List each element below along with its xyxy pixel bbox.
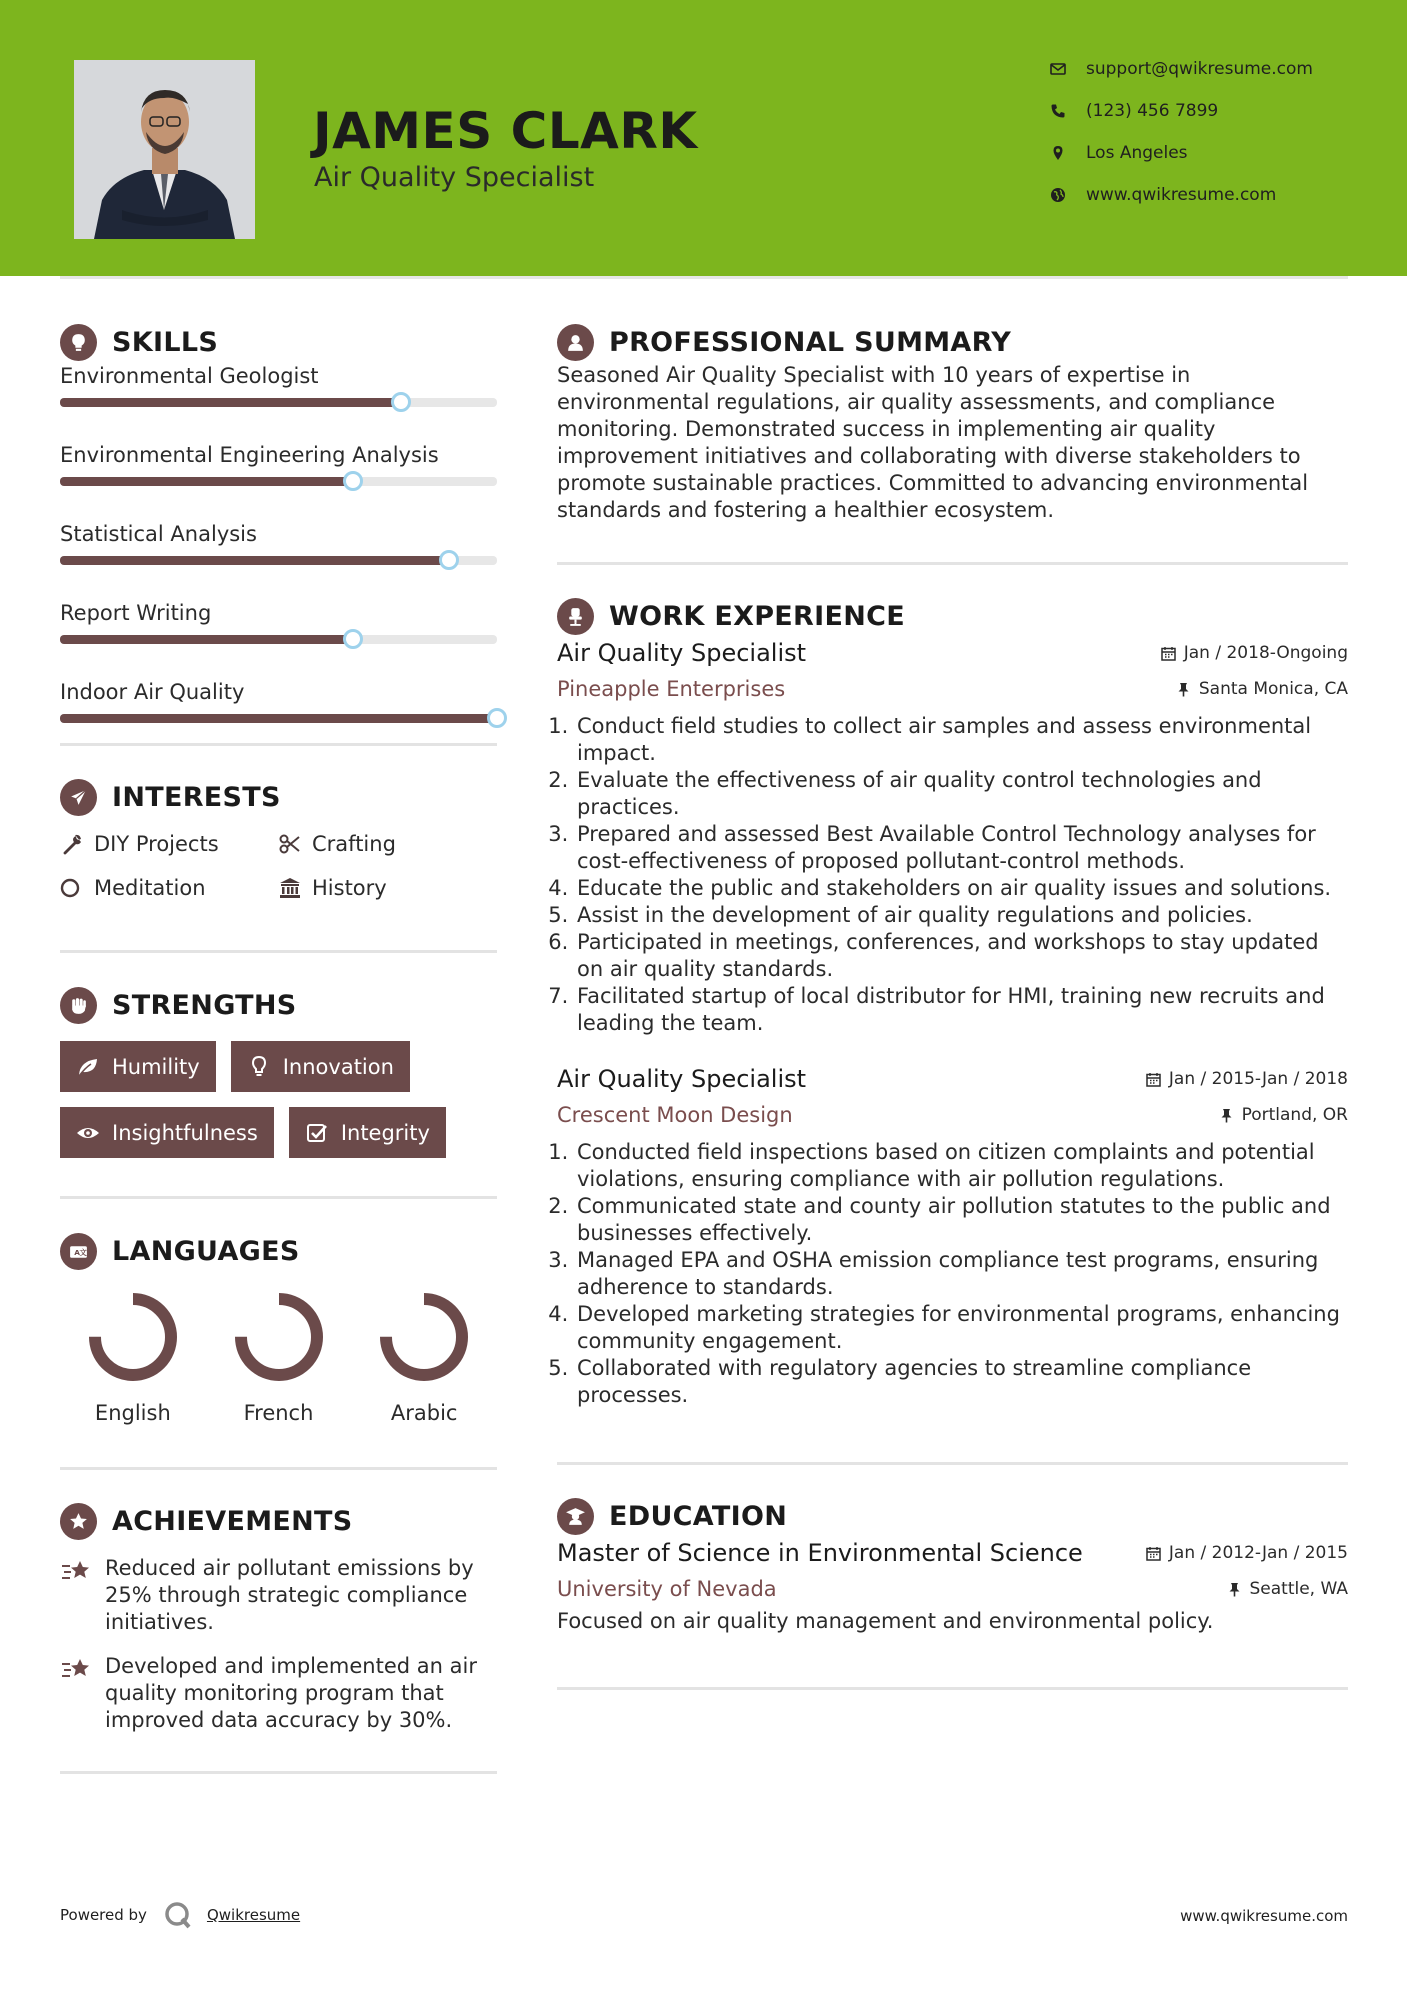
footer-powered-by: Powered by: [60, 1906, 147, 1924]
strength-chip: [60, 1107, 274, 1158]
job-location: [1176, 679, 1348, 699]
svg-text:文: 文: [79, 1247, 87, 1257]
job-company-row: [557, 1096, 1348, 1134]
interest-label: Crafting: [312, 832, 396, 856]
skill-name: Indoor Air Quality: [60, 680, 245, 704]
job-header-row: [557, 1062, 1348, 1096]
skill-item: [60, 358, 497, 407]
language-item: [206, 1287, 352, 1425]
contact-location: [1050, 143, 1188, 163]
header-divider: [60, 276, 1348, 279]
lightbulb-icon: [247, 1055, 271, 1079]
contact-website[interactable]: [1050, 185, 1276, 205]
pushpin-icon: [1176, 682, 1191, 697]
circle-icon: [60, 876, 84, 900]
languages-title: LANGUAGES: [112, 1235, 300, 1267]
job-company: Crescent Moon Design: [557, 1103, 793, 1127]
skill-level-knob: [439, 550, 459, 570]
job-duty: 5. Assist in the development of air quality regulations and policies.: [575, 902, 1348, 929]
education-title: EDUCATION: [609, 1500, 788, 1532]
skill-name: Environmental Engineering Analysis: [60, 443, 439, 467]
education-location: [1227, 1579, 1349, 1599]
strength-chip: [289, 1107, 446, 1158]
achievements-header: [60, 1499, 497, 1543]
job-duties-list: [575, 1139, 1348, 1409]
interest-label: History: [312, 876, 387, 900]
language-level-arc: [386, 1299, 462, 1375]
contact-website-text: www.qwikresume.com: [1086, 185, 1277, 205]
language-name: French: [243, 1401, 314, 1425]
skill-level-fill: [60, 635, 353, 644]
experience-header: [557, 594, 1348, 638]
job-dates: [1161, 643, 1348, 663]
achievements-title: ACHIEVEMENTS: [112, 1505, 353, 1537]
language-icon: [60, 1233, 97, 1270]
fist-icon: [60, 987, 97, 1024]
section-divider: [557, 562, 1348, 565]
skill-name: Statistical Analysis: [60, 522, 257, 546]
language-level-arc: [95, 1299, 171, 1375]
job-dates: [1146, 1069, 1348, 1089]
skill-item: [60, 516, 497, 565]
languages-header: [60, 1229, 497, 1273]
interests-header: [60, 775, 497, 819]
eye-icon: [76, 1121, 100, 1145]
candidate-title: Air Quality Specialist: [314, 162, 595, 193]
graduate-icon: [557, 1498, 594, 1535]
map-pin-icon: [1050, 145, 1066, 161]
museum-icon: [278, 876, 302, 900]
language-ring: [374, 1287, 474, 1387]
job-duty: 4. Educate the public and stakeholders on air quality issues and solutions.: [575, 875, 1348, 902]
skill-level-fill: [60, 477, 353, 486]
job-duty: 7. Facilitated startup of local distributor for HMI, training new recruits and leading the team.: [575, 983, 1348, 1037]
job-location-text: Portland, OR: [1241, 1105, 1348, 1125]
section-divider: [60, 1196, 497, 1199]
interest-item: [278, 875, 496, 901]
achievement-item: [60, 1653, 497, 1734]
jobs-list: [557, 636, 1348, 1409]
globe-icon: [1050, 187, 1066, 203]
education-header: [557, 1494, 1348, 1538]
skill-item: [60, 674, 497, 723]
pushpin-icon: [1219, 1108, 1234, 1123]
calendar-icon: [1146, 1546, 1161, 1561]
skills-list: [60, 358, 497, 723]
education-dates-text: Jan / 2012-Jan / 2015: [1168, 1543, 1348, 1563]
section-divider: [557, 1462, 1348, 1465]
office-chair-icon: [557, 598, 594, 635]
svg-text:A: A: [74, 1247, 80, 1257]
section-divider: [60, 1771, 497, 1774]
skill-level-fill: [60, 398, 401, 407]
summary-title: PROFESSIONAL SUMMARY: [609, 326, 1012, 358]
strength-label: Humility: [112, 1054, 200, 1079]
leaf-icon: [76, 1055, 100, 1079]
job-location-text: Santa Monica, CA: [1198, 679, 1348, 699]
languages-list: [60, 1287, 497, 1425]
contact-phone[interactable]: [1050, 101, 1218, 121]
job-duty: 2. Evaluate the effectiveness of air quality control technologies and practices.: [575, 767, 1348, 821]
interests-title: INTERESTS: [112, 781, 281, 813]
contact-email[interactable]: [1050, 59, 1313, 79]
summary-header: [557, 320, 1348, 364]
language-ring: [83, 1287, 183, 1387]
strength-label: Insightfulness: [112, 1120, 258, 1145]
strength-chip: [231, 1041, 410, 1092]
experience-title: WORK EXPERIENCE: [609, 600, 905, 632]
education-dates: [1146, 1543, 1348, 1563]
skill-level-bar: [60, 635, 497, 644]
qwikresume-logo-icon: [163, 1900, 193, 1930]
candidate-name: JAMES CLARK: [313, 102, 698, 160]
job-entry: [557, 636, 1348, 1037]
language-name: English: [94, 1401, 171, 1425]
strengths-list: [60, 1041, 497, 1158]
lightbulb-icon: [60, 324, 97, 361]
job-duty: 4. Developed marketing strategies for environmental programs, enhancing community engagement.: [575, 1301, 1348, 1355]
skill-level-bar: [60, 556, 497, 565]
achievements-list: [60, 1555, 497, 1734]
interest-label: DIY Projects: [94, 832, 219, 856]
shooting-star-icon: [60, 1655, 94, 1685]
skill-name: Report Writing: [60, 601, 212, 625]
wrench-icon: [60, 832, 84, 856]
job-company-row: [557, 670, 1348, 708]
job-dates-text: Jan / 2018-Ongoing: [1183, 643, 1348, 663]
job-duty: 1. Conduct field studies to collect air samples and assess environmental impact.: [575, 713, 1348, 767]
job-duty: 2. Communicated state and county air pollution statutes to the public and businesses effectively.: [575, 1193, 1348, 1247]
job-duty: 3. Managed EPA and OSHA emission compliance test programs, ensuring adherence to standards.: [575, 1247, 1348, 1301]
contact-location-text: Los Angeles: [1086, 143, 1188, 163]
job-dates-text: Jan / 2015-Jan / 2018: [1168, 1069, 1348, 1089]
skill-level-knob: [343, 629, 363, 649]
job-duty: 5. Collaborated with regulatory agencies to streamline compliance processes.: [575, 1355, 1348, 1409]
interest-label: Meditation: [94, 876, 206, 900]
education-school: University of Nevada: [557, 1577, 777, 1601]
job-duties-list: [575, 713, 1348, 1037]
shooting-star-icon: [60, 1557, 94, 1587]
skill-level-fill: [60, 714, 497, 723]
footer-website[interactable]: www.qwikresume.com: [1180, 1907, 1348, 1925]
job-duty: 6. Participated in meetings, conferences, and workshops to stay updated on air quality standards.: [575, 929, 1348, 983]
job-title: Air Quality Specialist: [557, 1065, 807, 1093]
job-duty: 3. Prepared and assessed Best Available Control Technology analyses for cost-effectiveness of proposed pollutant-control methods.: [575, 821, 1348, 875]
skill-level-knob: [487, 708, 507, 728]
calendar-icon: [1146, 1072, 1161, 1087]
skill-level-bar: [60, 714, 497, 723]
skill-level-knob: [391, 392, 411, 412]
education-degree: Master of Science in Environmental Science: [557, 1539, 1083, 1567]
interest-item: [60, 831, 278, 857]
education-row: [557, 1536, 1348, 1570]
user-icon: [557, 324, 594, 361]
phone-icon: [1050, 103, 1066, 119]
left-column: [60, 320, 497, 1774]
job-company: Pineapple Enterprises: [557, 677, 786, 701]
interest-item: [60, 875, 278, 901]
skill-level-bar: [60, 477, 497, 486]
strength-chip: [60, 1041, 216, 1092]
profile-photo: [74, 60, 255, 239]
strengths-header: [60, 983, 497, 1027]
language-ring: [229, 1287, 329, 1387]
achievement-text: Developed and implemented an air quality monitoring program that improved data accuracy by 30%.: [105, 1654, 477, 1732]
skill-item: [60, 595, 497, 644]
achievement-text: Reduced air pollutant emissions by 25% through strategic compliance initiatives.: [105, 1556, 474, 1634]
job-title: Air Quality Specialist: [557, 639, 807, 667]
skill-item: [60, 437, 497, 486]
education-location-text: Seattle, WA: [1249, 1579, 1348, 1599]
contact-phone-text: (123) 456 7899: [1086, 101, 1219, 121]
skill-level-fill: [60, 556, 449, 565]
job-entry: [557, 1062, 1348, 1409]
language-level-arc: [241, 1299, 317, 1375]
check-square-icon: [305, 1121, 329, 1145]
calendar-icon: [1161, 646, 1176, 661]
education-row: [557, 1570, 1348, 1608]
summary-text: Seasoned Air Quality Specialist with 10 years of expertise in environmental regulations, air quality assessments, and compliance monitoring. Demonstrated success in implementing air quality improvement initiatives and collaborating with diverse stakeholders to promote sustainable practices. Committed to advancing environmental standards and fostering a healthier ecosystem.: [557, 363, 1309, 522]
job-location: [1219, 1105, 1348, 1125]
skills-title: SKILLS: [112, 326, 219, 358]
strength-label: Integrity: [340, 1120, 430, 1145]
paper-plane-icon: [60, 779, 97, 816]
language-name: Arabic: [390, 1401, 458, 1425]
achievement-item: [60, 1555, 497, 1636]
section-divider: [60, 1467, 497, 1470]
right-column: [557, 320, 1348, 1690]
contact-email-text: support@qwikresume.com: [1086, 59, 1313, 79]
interests-list: [60, 831, 497, 901]
skill-level-knob: [343, 471, 363, 491]
job-header-row: [557, 636, 1348, 670]
section-divider: [60, 743, 497, 746]
section-divider: [60, 950, 497, 953]
language-item: [60, 1287, 206, 1425]
footer-brand-link[interactable]: Qwikresume: [206, 1906, 301, 1924]
strength-label: Innovation: [282, 1054, 394, 1079]
footer-branding: [60, 1900, 300, 1930]
language-item: [351, 1287, 497, 1425]
skill-level-bar: [60, 398, 497, 407]
envelope-icon: [1050, 61, 1066, 77]
job-duty: 1. Conducted field inspections based on citizen complaints and potential violations, ensuring compliance with air pollution regulations.: [575, 1139, 1348, 1193]
section-divider: [557, 1687, 1348, 1690]
star-badge-icon: [60, 1503, 97, 1540]
strengths-title: STRENGTHS: [112, 989, 297, 1021]
pushpin-icon: [1227, 1582, 1242, 1597]
skill-name: Environmental Geologist: [60, 364, 319, 388]
education-description: Focused on air quality management and environmental policy.: [557, 1609, 1214, 1633]
interest-item: [278, 831, 496, 857]
scissors-icon: [278, 832, 302, 856]
